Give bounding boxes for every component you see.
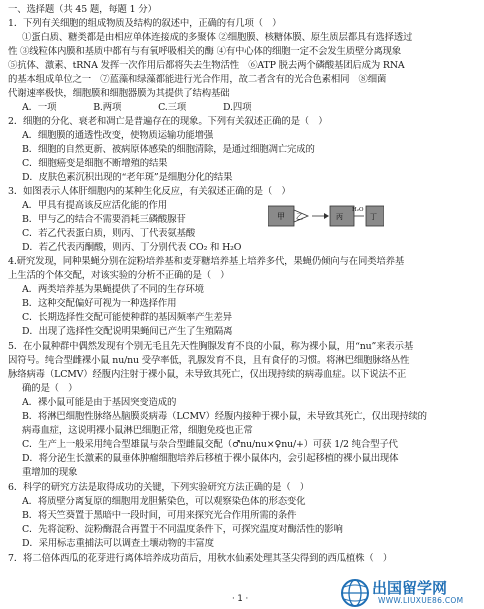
q4-option-a: A．两类培养基为果蝇提供了不同的生存环境 — [22, 284, 204, 295]
q1-line: ⑤抗体、激素、tRNA 发挥一次作用后都将失去生物活性 ⑥ATP 脱去两个磷酸基团后成为 RNA — [8, 60, 405, 71]
q6-option-a: A．将质壁分离复原的细胞用龙胆紫染色，可以观察染色体的形态变化 — [22, 496, 306, 507]
q1-line: ①蛋白质、糖类都是由相应单体连接成的多聚体 ②细胞膜、核糖体膜、原生质层都具有选择透过 — [22, 32, 413, 43]
q5-option-c: C．生产上一般采用纯合型雄鼠与杂合型雌鼠交配（♂nu/nu×♀nu/+）可获 1/2 纯合型子代 — [22, 439, 398, 450]
watermark-logo — [340, 577, 484, 609]
q1-line: 性 ③线粒体内膜和基质中都有与有氧呼吸相关的酶 ④有中心体的细胞一定不会发生质壁分离现象 — [8, 46, 402, 57]
q1-line: 代谢速率极快，细胞膜和细胞器膜为其提供了结构基础 — [8, 88, 230, 99]
q4-option-d: D．出现了选择性交配说明果蝇间已产生了生殖隔离 — [22, 326, 233, 337]
q6-option-b: B．将天竺葵置于黑暗中一段时间，可用来探究光合作用所需的条件 — [22, 510, 297, 521]
q5-option-a: A．裸小鼠可能是由于基因突变造成的 — [22, 397, 177, 408]
q4-line: 上生活的个体交配，对该实验的分析不正确的是（ ） — [8, 270, 230, 281]
page-number: · 1 · — [232, 594, 249, 604]
q5-option-d: D．将分泌生长激素的鼠垂体肿瘤细胞培养后移植于裸小鼠体内，会引起移植的裸小鼠出现体 — [22, 453, 399, 464]
q3-option-b: B．甲与乙的结合不需要消耗三磷酸腺苷 — [22, 214, 186, 225]
q2-option-a: A．细胞膜的通透性改变，使物质运输功能增强 — [22, 130, 214, 141]
watermark-url: WWW.LIUXUE86.COM — [378, 596, 464, 605]
q1-stem: 1．下列有关细胞的组成物质及结构的叙述中，正确的有几项（ ） — [8, 18, 282, 29]
label-c: 丙 — [336, 213, 343, 221]
q5-option-b-cont: 病毒血症，这说明裸小鼠淋巴细胞正常，细胞免疫也正常 — [22, 425, 253, 436]
water-label: H₂O — [352, 207, 364, 213]
globe-icon — [340, 578, 370, 608]
q5-line: 因符号。纯合型雌裸小鼠 nu/nu 受孕率低，乳腺发育不良，且有食仔的习惯。将淋巴细胞脉络丛性 — [8, 355, 410, 366]
q2-option-c: C．细胞癌变是细胞不断增殖的结果 — [22, 158, 168, 169]
label-d: 丁 — [370, 213, 377, 221]
reaction-diagram — [268, 204, 384, 228]
q5-line: 脉络病毒（LCMV）经腹内注射于裸小鼠，未导致其死亡，仅出现持续的病毒血症。以下说法不正 — [8, 369, 407, 380]
q5-option-b: B．将淋巴细胞性脉络丛脑膜炎病毒（LCMV）经腹内接种于裸小鼠，未导致其死亡，仅出现持续的 — [22, 411, 427, 422]
q4-option-c: C．长期选择性交配可能使种群的基因频率产生差异 — [22, 312, 232, 323]
q4-option-b: B．这种交配偏好可视为一种选择作用 — [22, 298, 177, 309]
q2-stem: 2．细胞的分化、衰老和凋亡是普遍存在的现象。下列有关叙述正确的是（ ） — [8, 116, 328, 127]
q6-option-d: D．采用标志重捕法可以调查土壤动物的丰富度 — [22, 538, 214, 549]
q2-option-d: D．皮肤色素沉积出现的“老年斑”是细胞分化的结果 — [22, 172, 233, 183]
watermark-title: 出国留学网 — [372, 579, 448, 597]
q6-stem: 6．科学的研究方法是取得成功的关键，下列实验研究方法正确的是（ ） — [8, 482, 310, 493]
q7-stem: 7．将二倍体西瓜的花芽进行离体培养成功苗后，用秋水仙素处理其茎尖得到的西瓜植株（ ） — [8, 553, 393, 564]
q3-stem: 3．如图表示人体肝细胞内的某种生化反应，有关叙述正确的是（ ） — [8, 186, 291, 197]
q5-option-d-cont: 重增加的现象 — [22, 467, 78, 478]
label-a: 甲 — [277, 212, 285, 221]
q6-option-c: C．先将淀粉、淀粉酶混合再置于不同温度条件下，可探究温度对酶活性的影响 — [22, 524, 343, 535]
q3-option-c: C．若乙代表蛋白质，则丙、丁代表氨基酸 — [22, 228, 196, 239]
q1-line: 的基本组成单位之一 ⑦蓝藻和绿藻都能进行光合作用，故二者含有的光合色素相同 ⑧细菌 — [8, 74, 387, 85]
q4-stem: 4.研究发现，同种果蝇分别在淀粉培养基和麦芽糖培养基上培养多代，果蝇仍倾向与在同类培养基 — [8, 256, 405, 267]
arrow-head — [324, 213, 329, 219]
section-title: 一、选择题（共 45 题，每题 1 分） — [8, 4, 157, 15]
q3-option-d: D．若乙代表丙酮酸，则丙、丁分别代表 CO₂ 和 H₂O — [22, 242, 242, 253]
q1-options: A．一项 B.两项 C.三项 D.四项 — [22, 102, 252, 113]
q2-option-b: B．细胞的自然更新、被病原体感染的细胞清除，是通过细胞凋亡完成的 — [22, 144, 315, 155]
q3-option-a: A．甲具有提高该反应活化能的作用 — [22, 200, 167, 211]
q5-stem: 5．在小鼠种群中偶然发现有个别无毛且先天性胸腺发育不良的小鼠，称为裸小鼠，用“nu”来表示基 — [8, 341, 414, 352]
label-b: 乙 — [296, 213, 303, 221]
q5-line: 确的是（ ） — [22, 383, 78, 394]
